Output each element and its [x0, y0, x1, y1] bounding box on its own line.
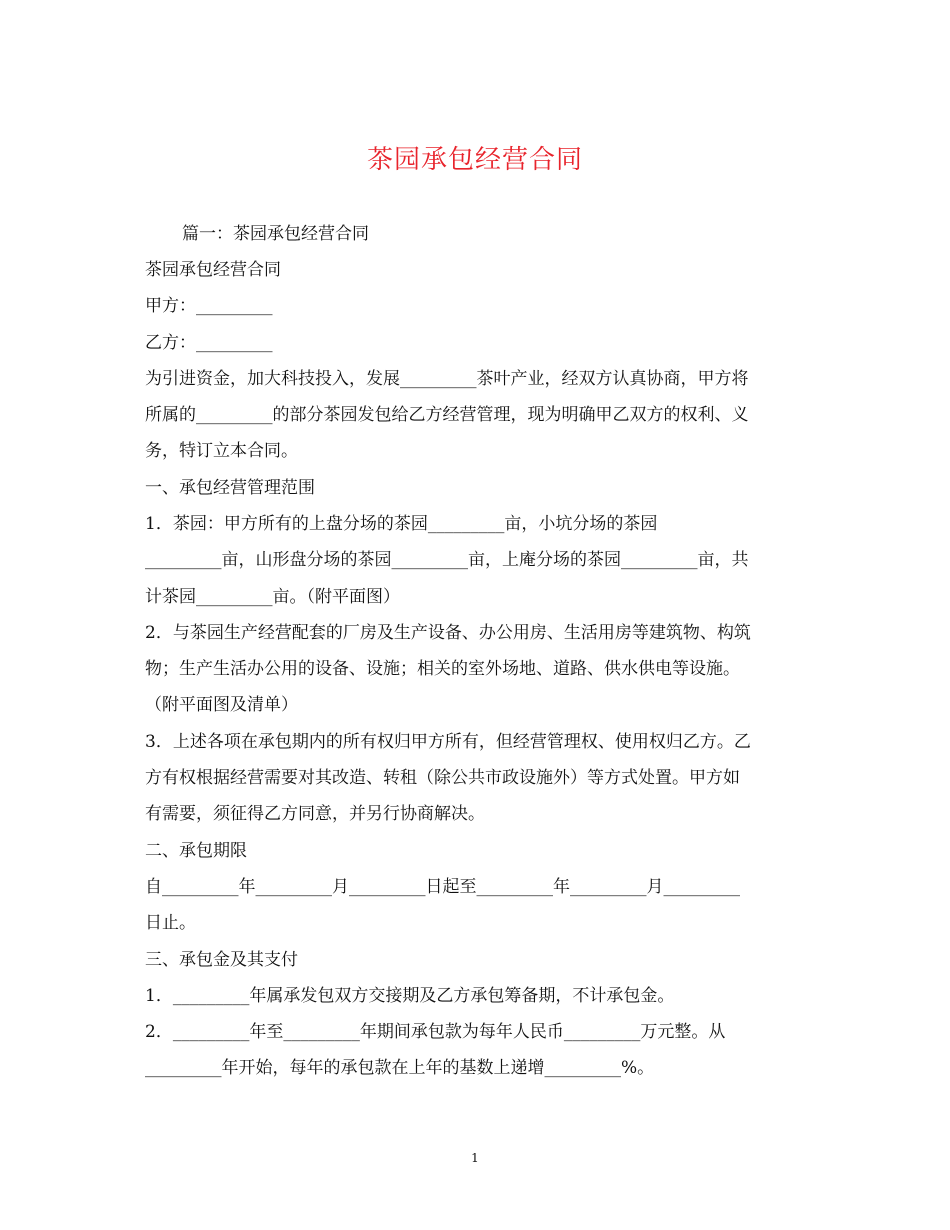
document-title: 茶园承包经营合同 — [366, 145, 583, 175]
paragraph-line: 自_________年_________月_________日起至_________年_________月_________ — [145, 877, 740, 897]
paragraph-line: _________亩，山形盘分场的茶园_________亩，上庵分场的茶园_________亩，共 — [145, 550, 749, 570]
paragraph-line: 所属的_________的部分茶园发包给乙方经营管理，现为明确甲乙双方的权利、义 — [145, 405, 749, 425]
paragraph-line: 1．茶园：甲方所有的上盘分场的茶园_________亩，小坑分场的茶园 — [145, 514, 658, 534]
paragraph-line: （附平面图及清单） — [145, 695, 298, 715]
paragraph-line: 物；生产生活办公用的设备、设施；相关的室外场地、道路、供水供电等设施。 — [145, 659, 740, 679]
paragraph-line: 1．_________年属承发包双方交接期及乙方承包筹备期，不计承包金。 — [145, 986, 675, 1006]
page-number: 1 — [471, 1151, 479, 1165]
paragraph-line: 日止。 — [145, 913, 196, 933]
paragraph-line: 为引进资金，加大科技投入，发展_________茶叶产业，经双方认真协商，甲方将 — [145, 369, 749, 389]
party-b-line: 乙方：_________ — [145, 333, 273, 353]
paragraph-line: 计茶园_________亩。（附平面图） — [145, 587, 400, 607]
paragraph-line: 茶园承包经营合同 — [145, 260, 281, 280]
section-heading: 篇一：茶园承包经营合同 — [182, 224, 369, 244]
paragraph-line: 2．_________年至_________年期间承包款为每年人民币_________万元整。从 — [145, 1022, 726, 1042]
section-heading: 三、承包金及其支付 — [145, 950, 298, 970]
party-a-line: 甲方：_________ — [145, 296, 273, 316]
paragraph-line: _________年开始，每年的承包款在上年的基数上递增_________%。 — [145, 1058, 655, 1078]
section-heading: 一、承包经营管理范围 — [145, 478, 315, 498]
paragraph-line: 2．与茶园生产经营配套的厂房及生产设备、办公用房、生活用房等建筑物、构筑 — [145, 623, 751, 643]
paragraph-line: 务，特订立本合同。 — [145, 441, 298, 461]
paragraph-line: 方有权根据经营需要对其改造、转租（除公共市政设施外）等方式处置。甲方如 — [145, 768, 740, 788]
section-heading: 二、承包期限 — [145, 841, 247, 861]
paragraph-line: 3．上述各项在承包期内的所有权归甲方所有，但经营管理权、使用权归乙方。乙 — [145, 732, 751, 752]
paragraph-line: 有需要，须征得乙方同意，并另行协商解决。 — [145, 804, 485, 824]
